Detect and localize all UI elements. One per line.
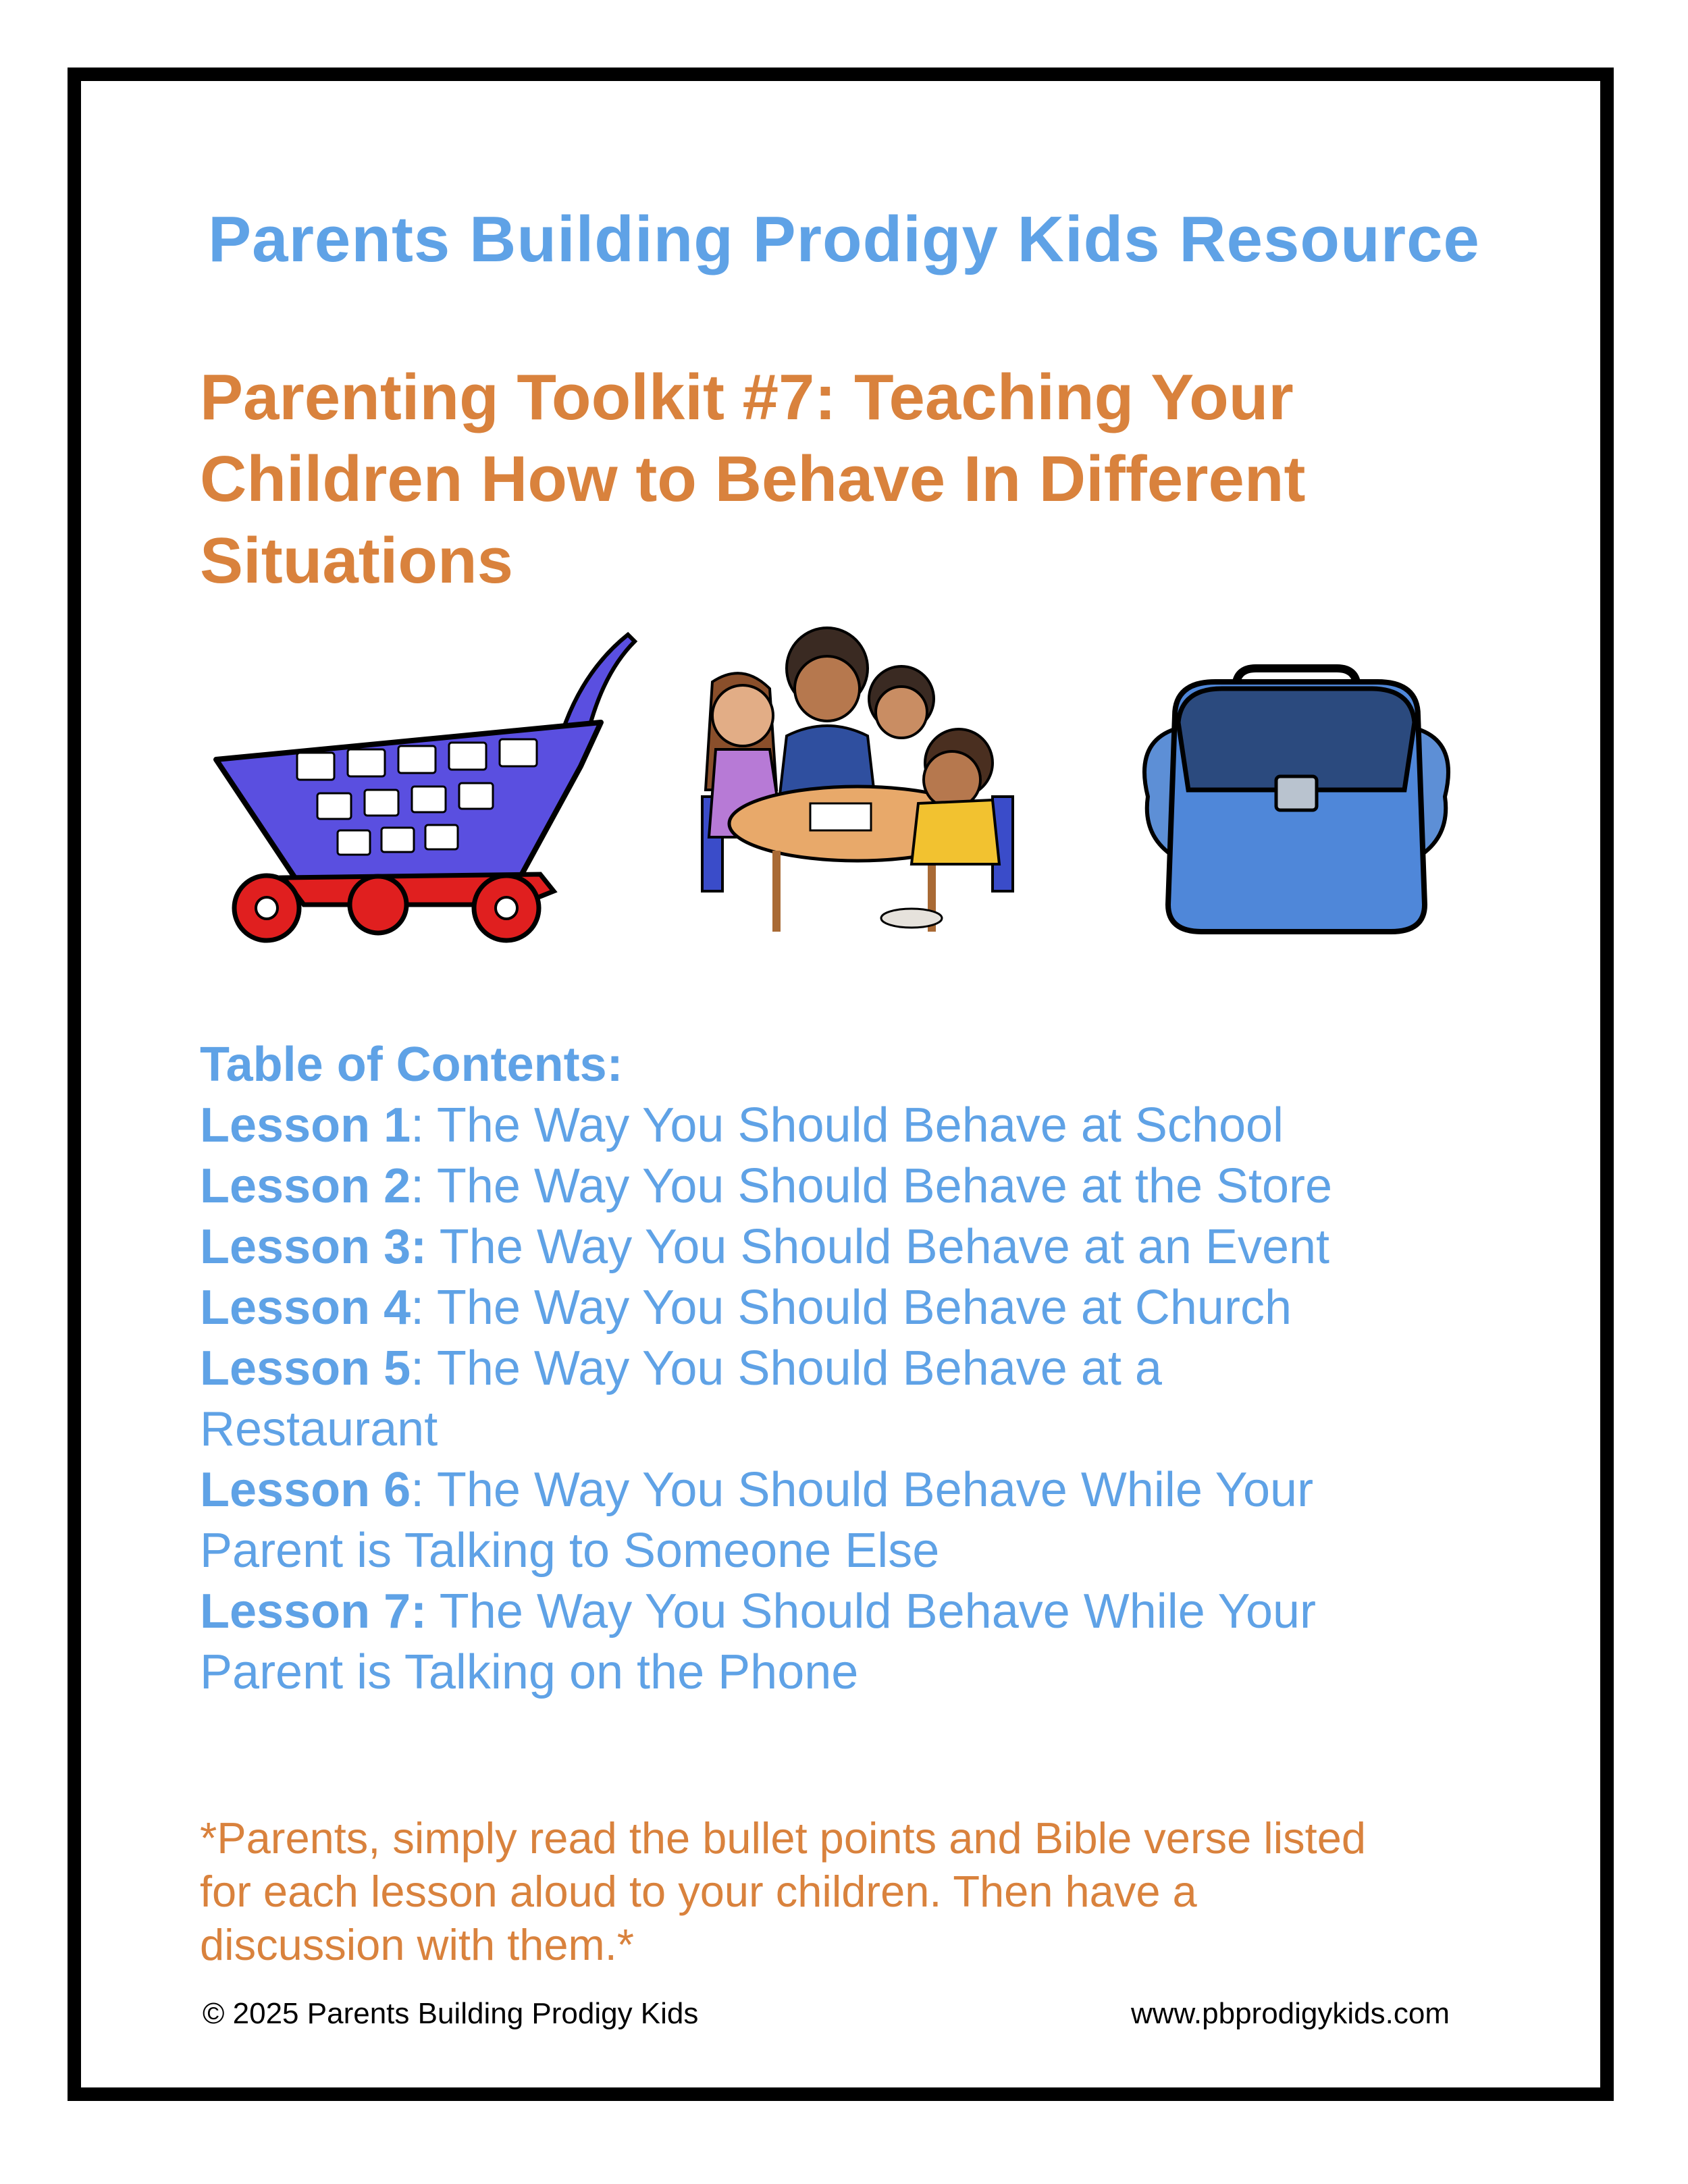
parent-note — [200, 1811, 1516, 1971]
toolkit-title-line: Parenting Toolkit #7: Teaching Your — [200, 361, 1294, 433]
lesson-title: The Way You Should Behave at the Store — [436, 1159, 1333, 1213]
backpack-illustration — [1121, 621, 1472, 945]
toc-lesson-7-cont: Parent is Talking on the Phone — [200, 1645, 859, 1699]
lesson-title: The Way You Should Behave at School — [436, 1098, 1284, 1152]
lesson-label: Lesson 5 — [200, 1341, 411, 1395]
parent-note-line: for each lesson aloud to your children. Then have a — [200, 1867, 1197, 1916]
toc-lesson-5-cont: Restaurant — [200, 1402, 438, 1456]
toc-heading: Table of Contents: — [200, 1038, 623, 1092]
lesson-title: The Way You Should Behave at a — [436, 1341, 1162, 1395]
footer-copyright: © 2025 Parents Building Prodigy Kids — [203, 1997, 699, 2030]
toc-lesson-5 — [200, 1338, 1516, 1399]
lesson-sep: : — [411, 1463, 425, 1517]
lesson-label: Lesson 6 — [200, 1463, 411, 1517]
toc-lesson-1 — [200, 1095, 1516, 1156]
footer-website[interactable]: www.pbprodigykids.com — [1131, 1997, 1450, 2030]
lesson-label: Lesson 4 — [200, 1281, 411, 1335]
toc-lesson-4 — [200, 1277, 1516, 1338]
children-at-table-illustration — [675, 621, 1040, 945]
table-of-contents — [200, 1034, 1516, 1703]
lesson-sep: : — [411, 1159, 425, 1213]
toolkit-title — [200, 356, 1415, 602]
lesson-title: The Way You Should Behave at an Event — [439, 1220, 1330, 1274]
parent-note-line: discussion with them.* — [200, 1920, 635, 1969]
shopping-cart-illustration — [203, 621, 648, 945]
toc-lesson-3 — [200, 1217, 1516, 1277]
lesson-label: Lesson 2 — [200, 1159, 411, 1213]
lesson-title: The Way You Should Behave While Your — [436, 1463, 1314, 1517]
lesson-label: Lesson 1 — [200, 1098, 411, 1152]
lesson-label: Lesson 3: — [200, 1220, 427, 1274]
lesson-sep: : — [411, 1098, 425, 1152]
toc-lesson-2 — [200, 1156, 1516, 1217]
lesson-label: Lesson 7: — [200, 1584, 427, 1639]
toc-lesson-7 — [200, 1581, 1516, 1642]
lesson-title: The Way You Should Behave While Your — [439, 1584, 1317, 1639]
toc-lesson-6 — [200, 1460, 1516, 1520]
lesson-title: The Way You Should Behave at Church — [436, 1281, 1292, 1335]
toolkit-title-line: Situations — [200, 525, 514, 597]
lesson-sep: : — [411, 1281, 425, 1335]
lesson-sep: : — [411, 1341, 425, 1395]
toolkit-title-line: Children How to Behave In Different — [200, 443, 1306, 515]
parent-note-line: *Parents, simply read the bullet points and Bible verse listed — [200, 1813, 1367, 1863]
resource-title: Parents Building Prodigy Kids Resource — [208, 203, 1480, 275]
toc-lesson-6-cont: Parent is Talking to Someone Else — [200, 1524, 940, 1578]
